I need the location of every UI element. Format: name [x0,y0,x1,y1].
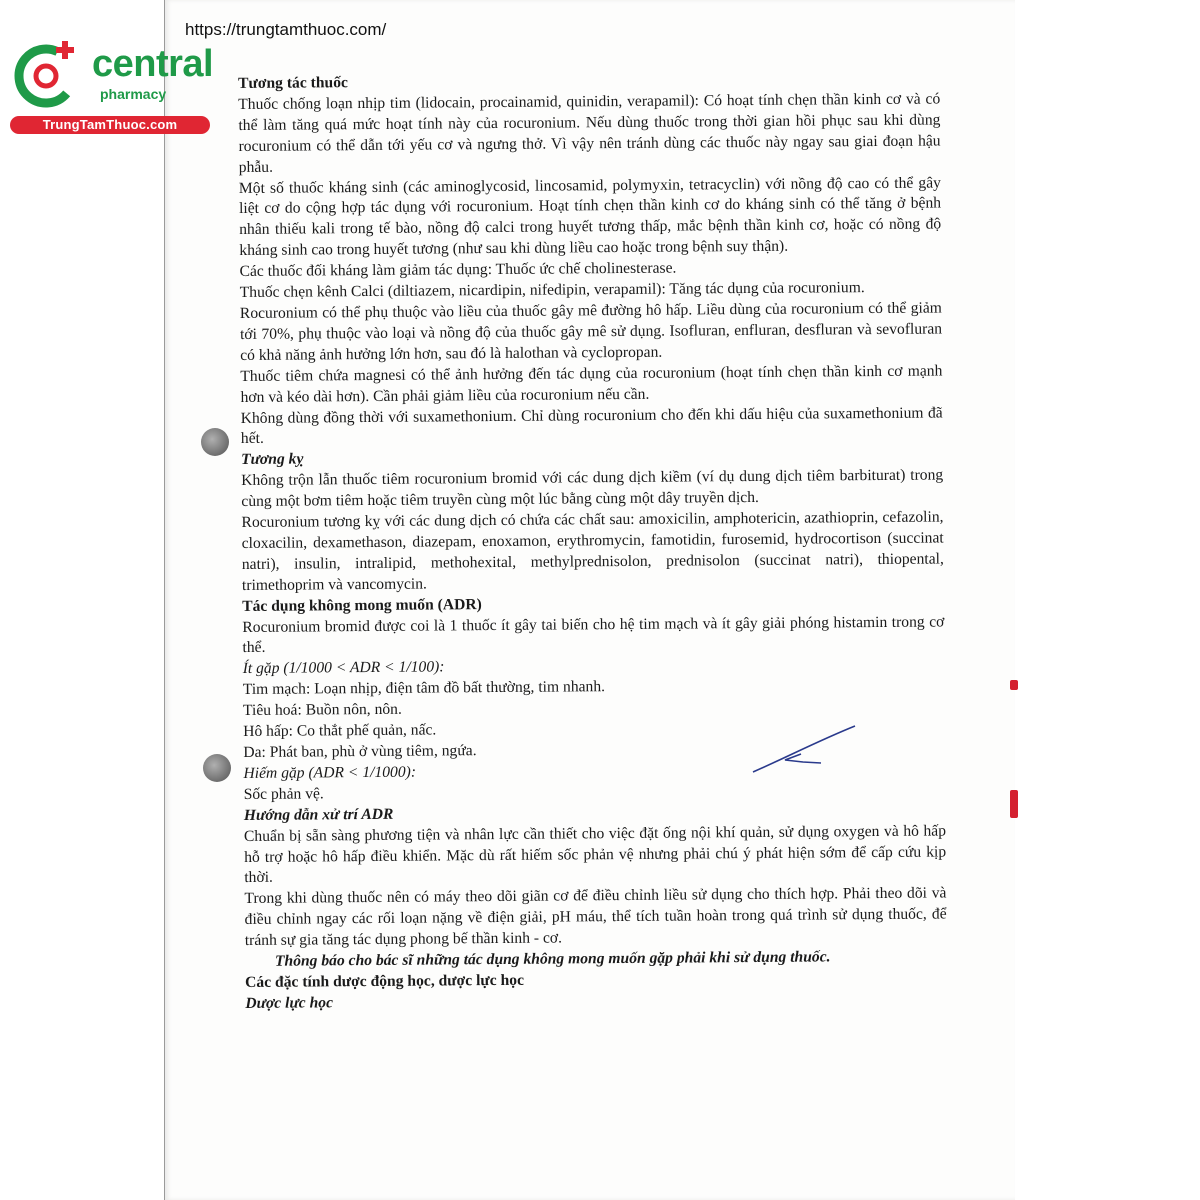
logo-subtitle: pharmacy [100,86,167,102]
adr-item: Hô hấp: Co thắt phế quản, nấc. [243,721,437,741]
logo-brand-text: central [92,43,214,85]
paragraph: Các thuốc đối kháng làm giảm tác dụng: Thuốc ức chế cholinesterase. [239,259,677,281]
red-edge-mark [1010,680,1018,690]
logo-tagline: TrungTamThuoc.com [10,116,210,134]
doctor-notice: Thông báo cho bác sĩ những tác dụng không mong muốn gặp phải khi sử dụng thuốc. [274,948,831,970]
adr-uncommon-label: Ít gặp (1/1000 < ADR < 1/100): [242,658,445,678]
paragraph: Không trộn lẫn thuốc tiêm rocuronium bromid với các dung dịch kiềm (ví dụ dung dịch tiêm barbiturat) trong cùng một bơm tiêm hoặc tiêm truyền cùng một lúc bằng cùng một dây truyền dịch. [241,466,944,511]
document-body [238,68,947,1014]
punch-hole [203,754,231,782]
paragraph: Một số thuốc kháng sinh (các aminoglycosid, lincosamid, polymyxin, tetracyclin) với nồng độ cao có thể gây liệt cơ do cộng hợp tác dụng với rocuronium. Hoạt tính chẹn thần kinh cơ do kháng sinh có thể tăng ở bệnh nhân thiếu kali trong tế bào, nồng độ calci trong huyết tương thấp, mắc bệnh thần kinh cơ, hoặc có nồng độ kháng sinh cao trong huyết tương (như sau khi dùng liều cao hoặc trong bệnh suy thận). [238,174,942,260]
section-heading-pharmacology: Các đặc tính dược động học, dược lực học [245,971,525,991]
paragraph: Trong khi dùng thuốc nên có máy theo dõi giãn cơ để điều chỉnh liều sử dụng cho thích hợp. Phải theo dõi và điều chỉnh ngay các rối loạn nặng về điện giải, pH máu, thể tích tuần hoàn trong quá trình sử dụng thuốc, để tránh sự gia tăng tác dụng phong bế thần kinh - cơ. [244,884,947,950]
paragraph: Thuốc tiêm chứa magnesi có thể ảnh hưởng đến tác dụng của rocuronium (hoạt tính chẹn thần kinh cơ mạnh hơn và kéo dài hơn). Cần phải giảm liều của rocuronium nếu cần. [240,362,943,406]
red-edge-mark [1010,790,1018,818]
punch-hole [201,428,229,456]
logo-c-plus-icon [10,38,90,114]
paragraph: Chuẩn bị sẵn sàng phương tiện và nhân lực cần thiết cho việc đặt ống nội khí quản, sử dụng oxygen và hô hấp hỗ trợ hoặc hô hấp điều khiển. Mặc dù rất hiếm sốc phản vệ nhưng phải chú ý phát hiện sớm để cấp cứu kịp thời. [243,822,947,887]
paragraph: Thuốc chẹn kênh Calci (diltiazem, nicardipin, nifedipin, verapamil): Tăng tác dụng của rocuronium. [239,279,865,302]
paragraph: Không dùng đồng thời với suxamethonium. Chỉ dùng rocuronium cho đến khi dấu hiệu của suxamethonium đã hết. [240,403,943,448]
source-url[interactable]: https://trungtamthuoc.com/ [185,20,387,39]
section-heading-incompatibility: Tương kỵ [240,450,304,469]
adr-item: Da: Phát ban, phù ở vùng tiêm, ngứa. [243,742,477,761]
paragraph: Rocuronium tương kỵ với các dung dịch có chứa các chất sau: amoxicilin, amphotericin, azathioprin, cefazolin, cloxacilin, dexamethason, diazepam, enoxamon, erythromycin, famotidin, furosemid, hydrocortison (succinat natri), insulin, intralipid, methohexital, methylprednisolon, prednisolon (succinat natri), thiopental, trimethoprim và vancomycin. [241,508,944,594]
section-heading-adr-management: Hướng dẫn xử trí ADR [243,805,394,824]
adr-item: Tim mạch: Loạn nhịp, điện tâm đồ bất thường, tim nhanh. [242,678,606,699]
paragraph: Rocuronium bromid được coi là 1 thuốc ít gây tai biến cho hệ tim mạch và ít gây giải phóng histamin trong cơ thể. [242,613,945,657]
section-heading-pharmacodynamics: Dược lực học [245,994,334,1012]
adr-rare-label: Hiếm gặp (ADR < 1/1000): [243,763,417,782]
adr-item: Tiêu hoá: Buồn nôn, nôn. [242,700,402,720]
paragraph: Thuốc chống loạn nhịp tim (lidocain, procainamid, quinidin, verapamil): Có hoạt tính chẹn thần kinh cơ và có thể làm tăng quá mức hoạt tính này của rocuronium. Nếu dùng thuốc trong thời gian hồi phục sau khi dùng rocuronium có thể dẫn tới yếu cơ và ngưng thở. Vì vậy nên tránh dùng các thuốc này ngay sau giai đoạn hậu phẫu. [238,90,941,176]
section-heading-interactions: Tương tác thuốc [238,74,348,92]
section-heading-adr: Tác dụng không mong muốn (ADR) [242,595,482,615]
brand-logo[interactable] [10,38,215,138]
adr-item: Sốc phản vệ. [243,785,324,803]
paragraph: Rocuronium có thể phụ thuộc vào liều của thuốc gây mê đường hô hấp. Liều dùng của rocuronium có thể giảm tới 70%, phụ thuộc vào loại và nồng độ của thuốc gây mê sử dụng. Isofluran, enfluran, desfluran và sevofluran có khả năng ảnh hưởng lớn hơn, sau đó là halothan và cyclopropan. [239,299,943,364]
